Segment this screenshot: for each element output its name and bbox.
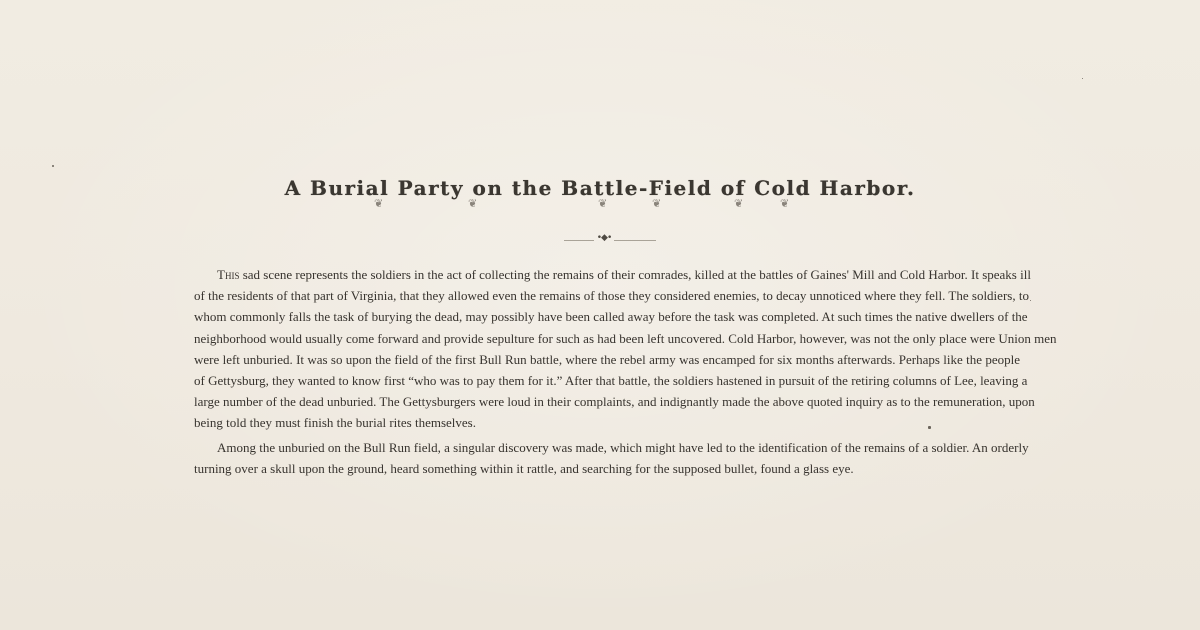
flourish-ornament: ❦ bbox=[780, 197, 790, 210]
paper-speck bbox=[1030, 300, 1031, 301]
text-line: Among the unburied on the Bull Run field, a singular discovery was made, which might have led to the identification of the remains of a soldier. An orderly bbox=[217, 439, 1029, 455]
title-flourishes bbox=[360, 199, 840, 219]
text-line: large number of the dead unburied. The Gettysburgers were loud in their complaints, and indignantly made the above quoted inquiry as to the remuneration, upon bbox=[194, 394, 1035, 410]
flourish-ornament: ❦ bbox=[652, 197, 662, 210]
lead-word: This bbox=[217, 267, 240, 282]
flourish-ornament: ❦ bbox=[598, 197, 608, 210]
text-line: neighborhood would usually come forward and provide sepulture for such as had been left uncovered. Cold Harbor, however, was not the only place were Union men bbox=[194, 330, 1057, 346]
divider-rule-left bbox=[564, 240, 594, 241]
text-line: of the residents of that part of Virginia, that they allowed even the remains of those they considered enemies, to decay unnoticed where they fell. The soldiers, to bbox=[194, 288, 1029, 304]
divider-rule-right bbox=[614, 240, 656, 241]
article-body bbox=[194, 264, 1057, 479]
text-line: were left unburied. It was so upon the field of the first Bull Run battle, where the rebel army was encamped for six months afterwards. Perhaps like the people bbox=[194, 351, 1020, 367]
text-line: This sad scene represents the soldiers in the act of collecting the remains of their comrades, killed at the battles of Gaines' Mill and Cold Harbor. It speaks ill bbox=[217, 267, 1031, 282]
text-line: turning over a skull upon the ground, heard something within it rattle, and searching for the supposed bullet, found a glass eye. bbox=[194, 460, 854, 476]
text-line: of Gettysburg, they wanted to know first “who was to pay them for it.” After that battle, the soldiers hastened in pursuit of the retiring columns of Lee, leaving a bbox=[194, 373, 1028, 389]
paper-speck bbox=[928, 426, 931, 429]
paper-speck bbox=[1082, 78, 1083, 79]
flourish-ornament: ❦ bbox=[468, 197, 478, 210]
flourish-ornament: ❦ bbox=[734, 197, 744, 210]
text-line: whom commonly falls the task of burying the dead, may possibly have been called away before the task was completed. At such times the native dwellers of the bbox=[194, 309, 1028, 325]
paper-speck bbox=[52, 165, 54, 167]
text-line: being told they must finish the burial rites themselves. bbox=[194, 415, 476, 431]
page-title: A Burial Party on the Battle-Field of Cold Harbor. bbox=[284, 176, 916, 200]
flourish-ornament: ❦ bbox=[374, 197, 384, 210]
divider-ornament: •◆• bbox=[596, 233, 612, 243]
